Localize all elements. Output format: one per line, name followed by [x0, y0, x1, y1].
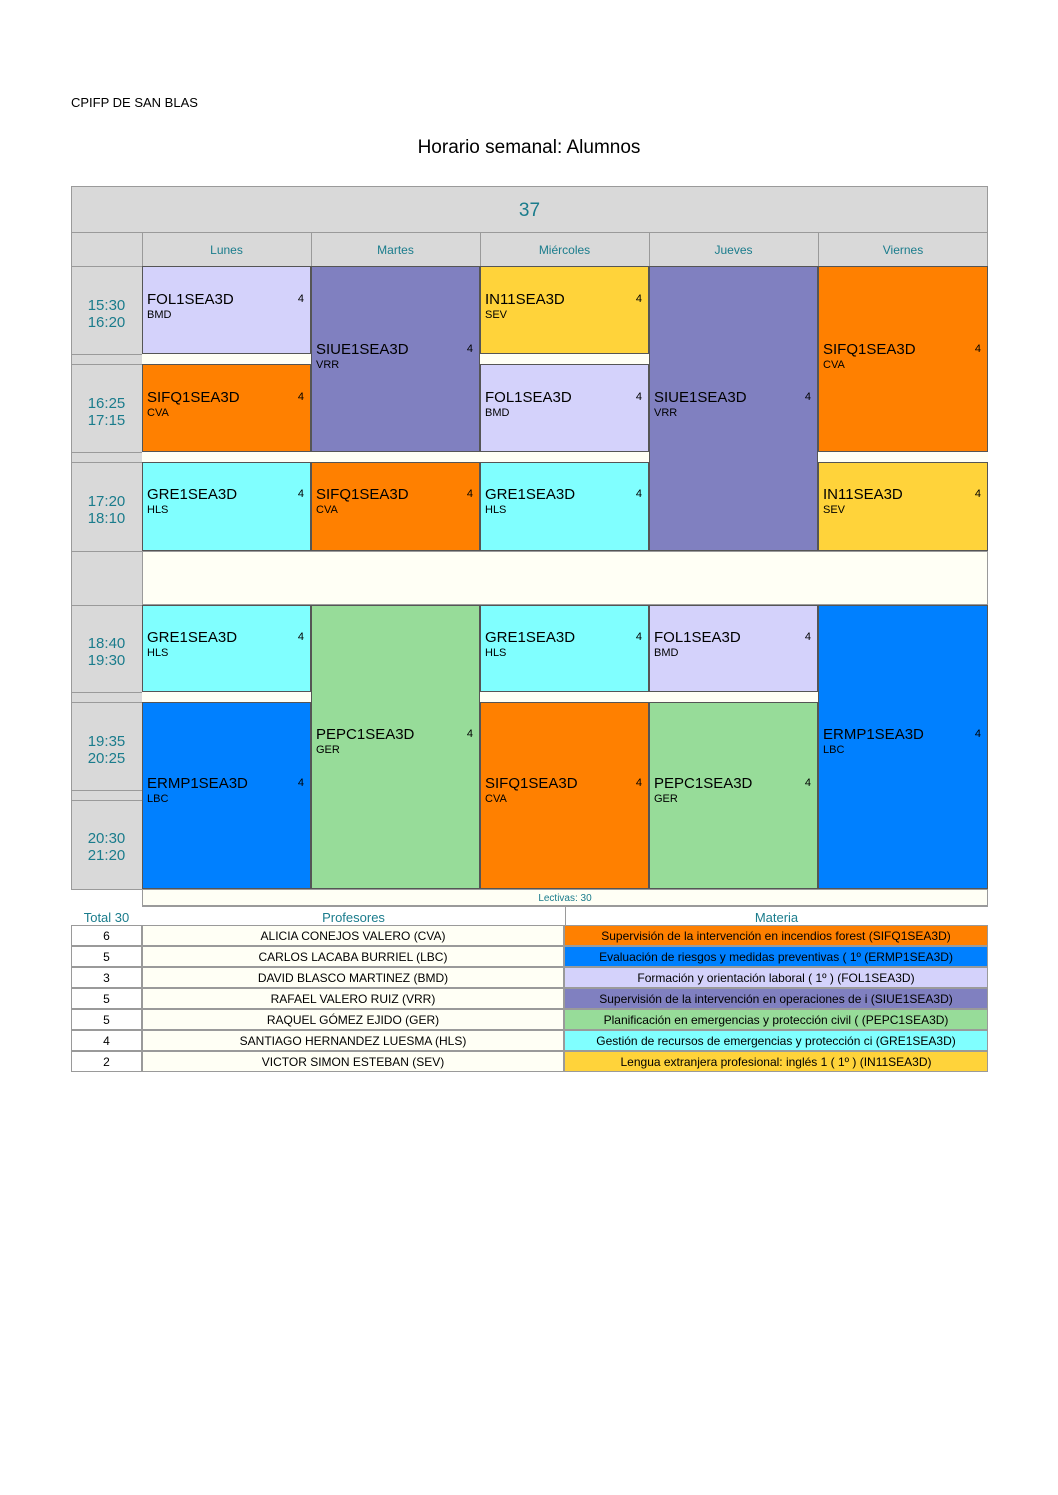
- class-hours: 4: [974, 488, 981, 500]
- class-code: SIFQ1SEA3D: [147, 389, 240, 406]
- class-hours: 4: [635, 391, 642, 403]
- subject-name: Gestión de recursos de emergencias y protección ci (GRE1SEA3D): [564, 1030, 988, 1051]
- subject-name: Supervisión de la intervención en operaciones de i (SIUE1SEA3D): [564, 988, 988, 1009]
- class-hours: 4: [804, 631, 811, 643]
- class-hours: 4: [466, 728, 473, 740]
- class-block-fol[interactable]: [480, 364, 649, 452]
- class-teacher: SEV: [823, 504, 846, 516]
- subject-name: Evaluación de riesgos y medidas preventivas ( 1º (ERMP1SEA3D): [564, 946, 988, 967]
- grid-divider: [565, 906, 566, 925]
- day-header-miercoles: Miércoles: [538, 243, 591, 257]
- slot-gap: [480, 692, 818, 702]
- class-code: ERMP1SEA3D: [823, 726, 924, 743]
- class-teacher: BMD: [485, 407, 510, 419]
- grid-divider: [71, 551, 142, 552]
- class-block-gre[interactable]: [142, 605, 311, 692]
- time-end: 16:20: [87, 314, 126, 331]
- school-name: CPIFP DE SAN BLAS: [71, 95, 198, 110]
- time-start: 17:20: [87, 493, 126, 510]
- class-block-in11[interactable]: [480, 266, 649, 354]
- class-code: GRE1SEA3D: [147, 629, 238, 646]
- class-hours: 4: [974, 343, 981, 355]
- class-teacher: GER: [316, 744, 340, 756]
- time-end: 17:15: [87, 412, 126, 429]
- grid-divider: [71, 692, 142, 693]
- class-teacher: VRR: [316, 359, 340, 371]
- time-slot-2: [71, 395, 142, 429]
- time-start: 15:30: [87, 297, 126, 314]
- class-hours: 4: [974, 728, 981, 740]
- class-hours: 4: [297, 293, 304, 305]
- class-code: SIFQ1SEA3D: [823, 341, 916, 358]
- legend-materia-header: Materia: [754, 910, 799, 925]
- page-title: Horario semanal: Alumnos: [417, 137, 641, 158]
- day-header-lunes: Lunes: [210, 243, 243, 257]
- subject-name: Lengua extranjera profesional: inglés 1 ( 1º ) (IN11SEA3D): [564, 1051, 988, 1072]
- class-hours: 4: [297, 631, 304, 643]
- teacher-name: RAQUEL GÓMEZ EJIDO (GER): [142, 1009, 564, 1030]
- time-slot-6: [71, 830, 142, 864]
- class-code: GRE1SEA3D: [485, 629, 576, 646]
- time-start: 18:40: [87, 635, 126, 652]
- class-code: FOL1SEA3D: [485, 389, 572, 406]
- class-code: GRE1SEA3D: [485, 486, 576, 503]
- class-code: PEPC1SEA3D: [316, 726, 415, 743]
- class-block-gre[interactable]: [142, 462, 311, 551]
- time-slot-5: [71, 733, 142, 767]
- class-teacher: VRR: [654, 407, 678, 419]
- class-block-ermp[interactable]: [142, 702, 311, 889]
- class-hours: 4: [297, 391, 304, 403]
- time-start: 19:35: [87, 733, 126, 750]
- class-code: FOL1SEA3D: [654, 629, 741, 646]
- teacher-name: CARLOS LACABA BURRIEL (LBC): [142, 946, 564, 967]
- grid-divider: [480, 232, 481, 266]
- class-hours: 4: [635, 631, 642, 643]
- class-block-siue[interactable]: [649, 266, 818, 551]
- class-hours: 4: [635, 293, 642, 305]
- legend-total: Total 30: [83, 910, 130, 925]
- class-block-fol[interactable]: [142, 266, 311, 354]
- class-code: IN11SEA3D: [823, 486, 903, 503]
- legend-row: [71, 925, 988, 946]
- subject-name: Formación y orientación laboral ( 1º ) (FOL1SEA3D): [564, 967, 988, 988]
- class-teacher: LBC: [147, 793, 169, 805]
- class-block-gre[interactable]: [480, 605, 649, 692]
- class-teacher: CVA: [823, 359, 845, 371]
- class-teacher: HLS: [147, 647, 169, 659]
- legend-profesores-header: Profesores: [322, 910, 385, 925]
- class-teacher: HLS: [485, 504, 507, 516]
- legend-row: [71, 988, 988, 1009]
- teacher-name: RAFAEL VALERO RUIZ (VRR): [142, 988, 564, 1009]
- subject-name: Supervisión de la intervención en incendios forest (SIFQ1SEA3D): [564, 925, 988, 946]
- grid-divider: [71, 702, 142, 703]
- class-hours: 4: [297, 488, 304, 500]
- class-hours: 4: [804, 391, 811, 403]
- class-hours: 4: [466, 343, 473, 355]
- legend-row: [71, 1030, 988, 1051]
- class-teacher: BMD: [147, 309, 172, 321]
- class-block-pepc[interactable]: [649, 702, 818, 889]
- grid-divider: [71, 462, 142, 463]
- class-teacher: HLS: [147, 504, 169, 516]
- class-teacher: CVA: [316, 504, 338, 516]
- grid-divider: [311, 232, 312, 266]
- legend-row: [71, 1051, 988, 1072]
- class-code: FOL1SEA3D: [147, 291, 234, 308]
- teacher-hours: 3: [71, 967, 142, 988]
- grid-divider: [71, 605, 142, 606]
- teacher-hours: 5: [71, 988, 142, 1009]
- day-header-martes: Martes: [377, 243, 414, 257]
- time-slot-4: [71, 635, 142, 669]
- class-code: PEPC1SEA3D: [654, 775, 753, 792]
- break-row: [142, 551, 988, 605]
- class-hours: 4: [635, 777, 642, 789]
- slot-gap: [142, 354, 311, 364]
- class-block-sifq[interactable]: [818, 266, 988, 452]
- grid-divider: [71, 452, 142, 453]
- legend-row: [71, 946, 988, 967]
- time-end: 21:20: [87, 847, 126, 864]
- week-number: 37: [518, 200, 541, 221]
- class-teacher: HLS: [485, 647, 507, 659]
- class-code: GRE1SEA3D: [147, 486, 238, 503]
- class-hours: 4: [466, 488, 473, 500]
- class-block-in11[interactable]: [818, 462, 988, 551]
- teacher-hours: 4: [71, 1030, 142, 1051]
- class-code: SIFQ1SEA3D: [485, 775, 578, 792]
- time-slot-1: [71, 297, 142, 331]
- time-end: 18:10: [87, 510, 126, 527]
- class-hours: 4: [635, 488, 642, 500]
- class-teacher: SEV: [485, 309, 508, 321]
- time-slot-3: [71, 493, 142, 527]
- grid-divider: [142, 232, 143, 266]
- day-header-jueves: Jueves: [714, 243, 753, 257]
- class-teacher: LBC: [823, 744, 845, 756]
- subject-name: Planificación en emergencias y protección civil ( (PEPC1SEA3D): [564, 1009, 988, 1030]
- teacher-hours: 5: [71, 946, 142, 967]
- teacher-hours: 6: [71, 925, 142, 946]
- class-code: IN11SEA3D: [485, 291, 565, 308]
- slot-gap: [142, 692, 311, 702]
- class-teacher: BMD: [654, 647, 679, 659]
- lectivas-total: Lectivas: 30: [142, 889, 988, 906]
- grid-divider: [818, 232, 819, 266]
- grid-divider: [649, 232, 650, 266]
- grid-divider: [71, 354, 142, 355]
- time-end: 19:30: [87, 652, 126, 669]
- grid-divider: [71, 364, 142, 365]
- grid-divider: [71, 800, 142, 801]
- class-block-sifq[interactable]: [142, 364, 311, 452]
- class-block-sifq[interactable]: [311, 462, 480, 551]
- legend-row: [71, 1009, 988, 1030]
- class-block-ermp[interactable]: [818, 605, 988, 889]
- teacher-hours: 2: [71, 1051, 142, 1072]
- day-header-viernes: Viernes: [882, 243, 924, 257]
- class-code: ERMP1SEA3D: [147, 775, 248, 792]
- class-block-siue[interactable]: [311, 266, 480, 452]
- time-end: 20:25: [87, 750, 126, 767]
- teacher-name: VICTOR SIMON ESTEBAN (SEV): [142, 1051, 564, 1072]
- class-teacher: CVA: [485, 793, 507, 805]
- legend-row: [71, 967, 988, 988]
- class-teacher: GER: [654, 793, 678, 805]
- class-block-gre[interactable]: [480, 462, 649, 551]
- teacher-name: ALICIA CONEJOS VALERO (CVA): [142, 925, 564, 946]
- time-start: 20:30: [87, 830, 126, 847]
- class-block-fol[interactable]: [649, 605, 818, 692]
- grid-divider: [71, 790, 142, 791]
- class-code: SIFQ1SEA3D: [316, 486, 409, 503]
- teacher-hours: 5: [71, 1009, 142, 1030]
- class-hours: 4: [804, 777, 811, 789]
- slot-gap: [142, 452, 988, 462]
- slot-gap: [480, 354, 649, 364]
- class-code: SIUE1SEA3D: [316, 341, 409, 358]
- class-teacher: CVA: [147, 407, 169, 419]
- time-start: 16:25: [87, 395, 126, 412]
- class-block-sifq[interactable]: [480, 702, 649, 889]
- teacher-name: DAVID BLASCO MARTINEZ (BMD): [142, 967, 564, 988]
- teacher-name: SANTIAGO HERNANDEZ LUESMA (HLS): [142, 1030, 564, 1051]
- class-hours: 4: [297, 777, 304, 789]
- class-block-pepc[interactable]: [311, 605, 480, 889]
- class-code: SIUE1SEA3D: [654, 389, 747, 406]
